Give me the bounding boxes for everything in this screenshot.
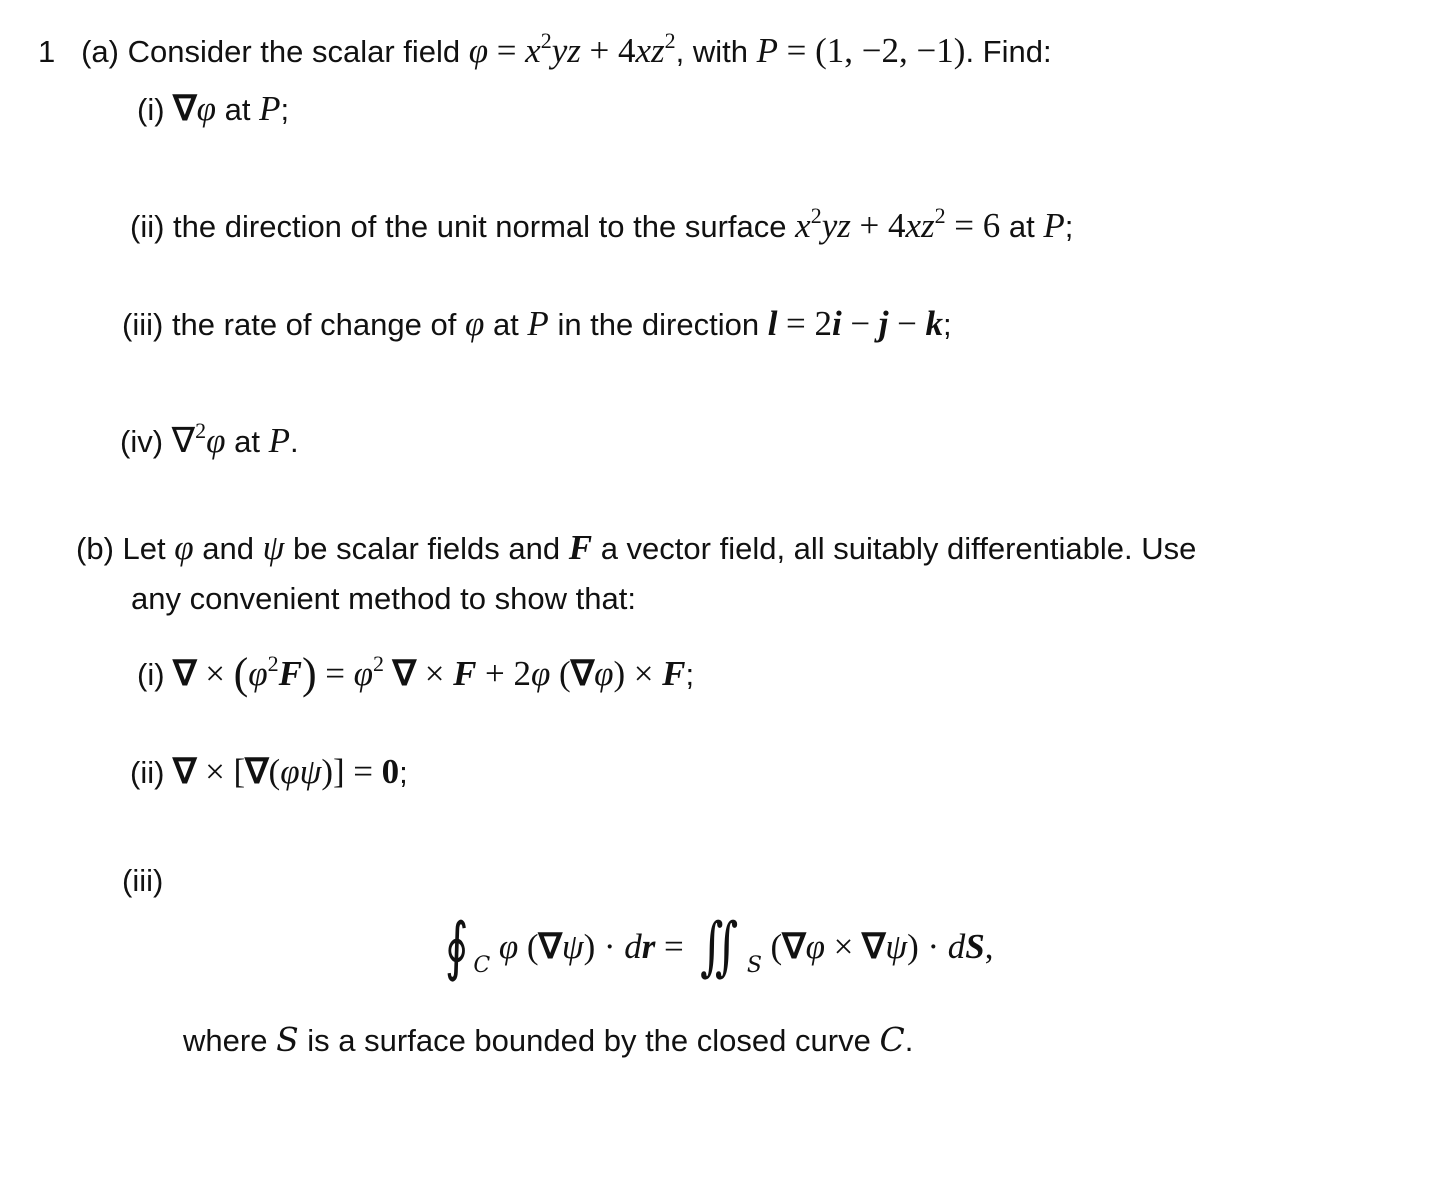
- point-symbol: P: [259, 89, 281, 128]
- point-symbol: P: [268, 421, 290, 460]
- item-label: (ii): [130, 209, 165, 244]
- psi-symbol: ψ: [262, 528, 285, 567]
- question-1-part-a-header: [38, 22, 1052, 71]
- scalar-text: be scalar fields and: [292, 531, 561, 566]
- item-label: (iv): [120, 424, 164, 459]
- curl-gradient-equation: ∇ × [∇(φψ)] = 0: [173, 752, 400, 791]
- find-text: . Find:: [965, 34, 1052, 69]
- at-text: at: [492, 307, 519, 342]
- item-end: ;: [685, 657, 695, 692]
- part-a-item-i: [137, 90, 289, 129]
- part-b-item-i: [137, 645, 695, 698]
- vector-text: a vector field, all suitably differentiable. Use: [600, 531, 1197, 566]
- part-a-item-iii: [122, 305, 952, 344]
- direction-equation: l = 2i − j − k: [767, 304, 944, 343]
- item-label: (iii): [122, 307, 164, 342]
- surface-equation: $x^2yz + 4xz^2 = 6$: [795, 203, 1001, 245]
- item-end: ;: [399, 755, 408, 790]
- part-a-intro: Consider the scalar field: [127, 34, 461, 69]
- double-integral-sign: ∬: [700, 910, 739, 984]
- part-b-item-iii: [122, 862, 163, 900]
- surface-symbol: S: [276, 1020, 299, 1059]
- contour-integral-sign: ∮: [445, 910, 469, 984]
- item-text-1: the rate of change of: [171, 307, 457, 342]
- phi-symbol: φ: [464, 304, 485, 343]
- stokes-equation: ∮ $_C$ φ (∇ψ) · dr = ∬ $_S$ (∇φ × ∇ψ) · dS,: [445, 910, 994, 984]
- where-text-2: is a surface bounded by the closed curve: [307, 1023, 871, 1058]
- item-end: .: [289, 424, 299, 459]
- item-text-2: in the direction: [557, 307, 760, 342]
- curve-c-subscript: C: [473, 953, 491, 978]
- at-text: at: [234, 424, 260, 459]
- point-symbol: P: [1043, 206, 1065, 245]
- where-line: [183, 1021, 913, 1060]
- question-number: 1: [38, 34, 56, 69]
- phi-symbol: φ: [174, 528, 194, 567]
- let-text: Let: [122, 531, 166, 566]
- point-symbol: P: [527, 304, 549, 343]
- gradient-phi: ∇φ: [173, 89, 216, 128]
- where-text-1: where: [183, 1023, 268, 1058]
- at-text: at: [224, 92, 251, 127]
- item-end: ;: [280, 92, 290, 127]
- part-b-label: (b): [76, 531, 114, 566]
- and-text: and: [202, 531, 254, 566]
- item-end: ;: [1064, 209, 1074, 244]
- item-text: the direction of the unit normal to the surface: [173, 209, 787, 244]
- at-text: at: [1008, 209, 1035, 244]
- curve-symbol: C: [879, 1020, 905, 1059]
- item-label: (i): [137, 657, 165, 692]
- part-b-item-ii: [130, 753, 408, 792]
- part-b-header: [76, 529, 1196, 568]
- where-end: .: [904, 1023, 914, 1058]
- surface-s-subscript: S: [746, 953, 762, 978]
- point-equation: P = (1, −2, −1): [756, 31, 966, 70]
- with-text: , with: [675, 34, 749, 69]
- item-label: (iii): [122, 863, 164, 898]
- item-label: (i): [137, 92, 165, 127]
- item-label: (ii): [130, 755, 165, 790]
- part-b-header-line2: [131, 580, 636, 618]
- vector-field-symbol: F: [568, 528, 593, 567]
- laplacian-phi: ∇$^2$φ: [171, 418, 226, 460]
- part-a-label: (a): [81, 34, 119, 69]
- item-end: ;: [943, 307, 952, 342]
- curl-identity-equation: ∇ × $(\varphi^2F) = \varphi^2$ ∇ × F + 2φ (∇φ) × F: [173, 649, 686, 698]
- part-a-item-iv: [120, 412, 299, 461]
- field-equation: $\varphi = x^2yz + 4xz^2$: [468, 28, 676, 70]
- part-b-line2-text: any convenient method to show that:: [131, 581, 636, 616]
- part-a-item-ii: [130, 197, 1073, 246]
